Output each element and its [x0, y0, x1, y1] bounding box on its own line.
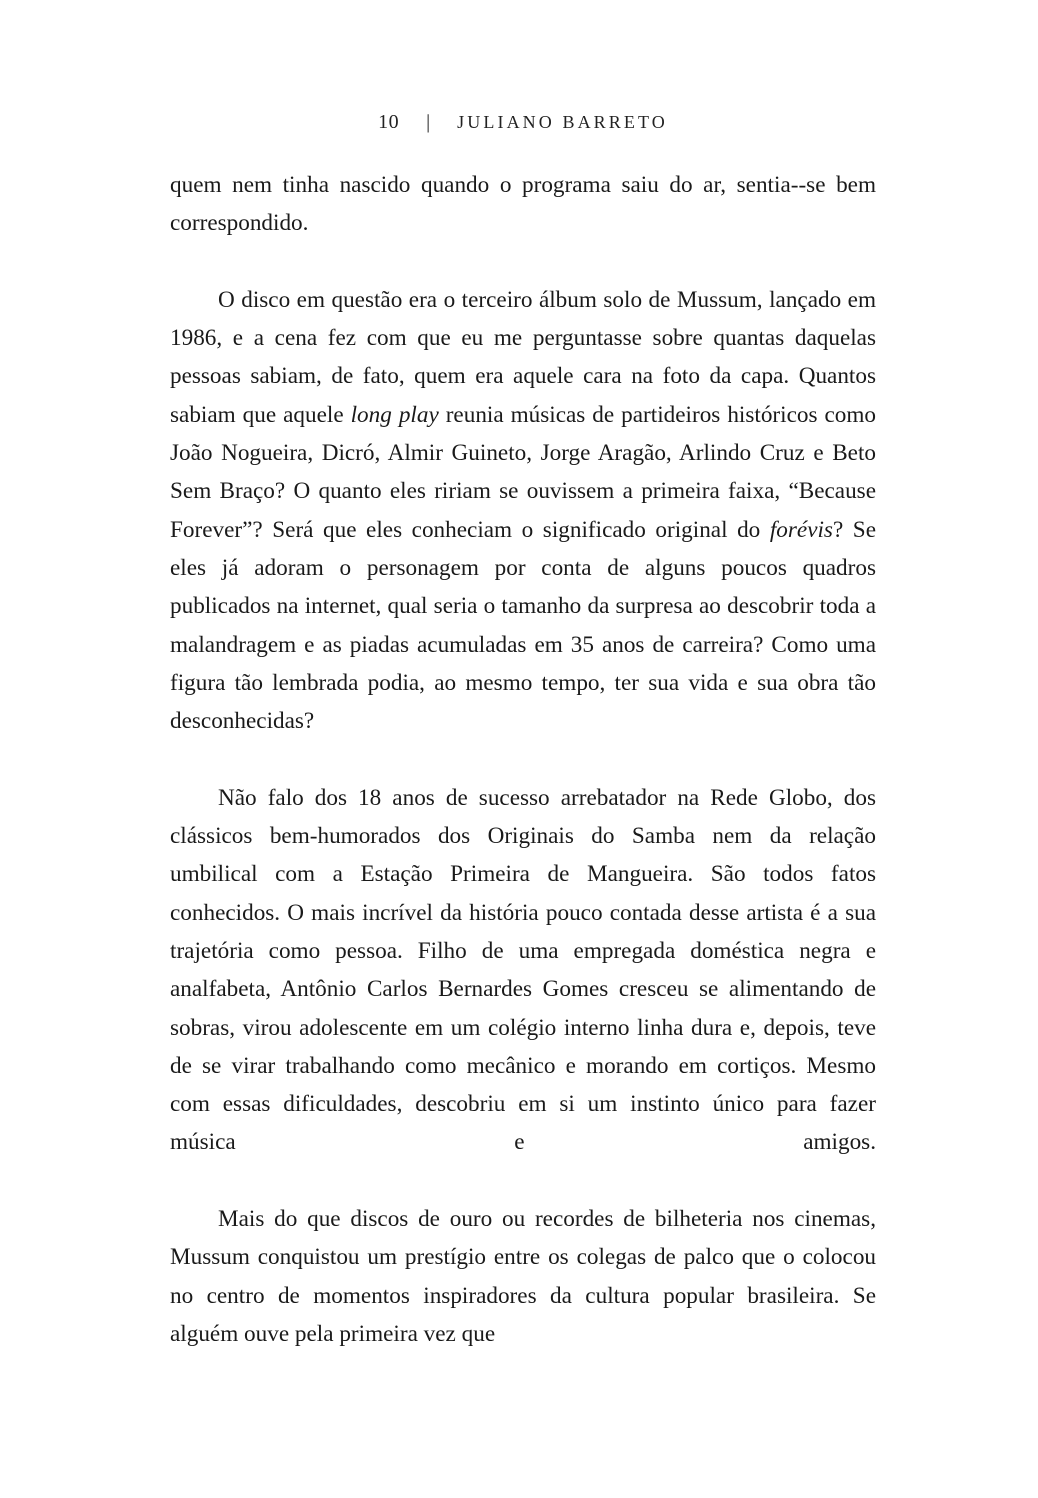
page-number: 10 — [378, 111, 400, 133]
body-text-block — [170, 166, 876, 1353]
italic-run: forévis — [769, 516, 833, 543]
running-head-separator: | — [426, 111, 431, 133]
paragraph-3: Não falo dos 18 anos de sucesso arrebatador na Rede Globo, dos clássicos bem-humorados dos Originais do Samba nem da relação umbilical com a Estação Primeira de Mangueira. São todos fatos conhecidos. O mais incrível da história pouco contada desse artista é a sua trajetória como pessoa. Filho de uma empregada doméstica negra e analfabeta, Antônio Carlos Bernardes Gomes cresceu se alimentando de sobras, virou adolescente em um colégio interno linha dura e, depois, teve de se virar trabalhando como mecânico e morando em cortiços. Mesmo com essas dificuldades, descobriu em si um instinto único para fazer música e amigos. — [170, 784, 876, 1156]
paragraph-4: Mais do que discos de ouro ou recordes de bilheteria nos cinemas, Mussum conquistou um prestígio entre os colegas de palco que o colocou no centro de momentos inspiradores da cultura popular brasileira. Se alguém ouve pela primeira vez que — [170, 1206, 876, 1347]
paragraph-1: quem nem tinha nascido quando o programa saiu do ar, sentia--se bem correspondido. — [170, 172, 876, 237]
running-head-author: JULIANO BARRETO — [457, 112, 668, 132]
running-head — [170, 105, 876, 139]
paragraph-2: O disco em questão era o terceiro álbum solo de Mussum, lançado em 1986, e a cena fez com que eu me perguntasse sobre quantas daquelas pessoas sabiam, de fato, quem era aquele cara na foto da capa. Quantos sabiam que aquele long play reunia músicas de partideiros históricos como João Nogueira, Dicró, Almir Guineto, Jorge Aragão, Arlindo Cruz e Beto Sem Braço? O quanto eles ririam se ouvissem a primeira faixa, “Because Forever”? Será que eles conheciam o significado original do forévis? Se eles já adoram o personagem por conta de alguns poucos quadros publicados na internet, qual seria o tamanho da surpresa ao descobrir toda a malandragem e as piadas acumuladas em 35 anos de carreira? Como uma figura tão lembrada podia, ao mesmo tempo, ter sua vida e sua obra tão desconhecidas? — [170, 286, 876, 735]
italic-run: long play — [350, 401, 439, 428]
